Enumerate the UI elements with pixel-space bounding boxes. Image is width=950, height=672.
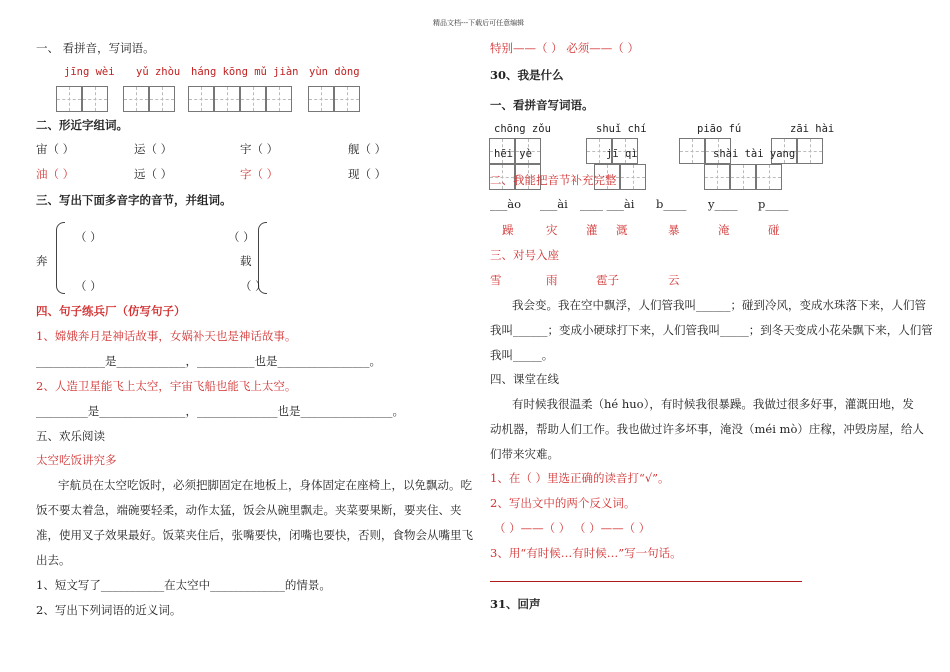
answer-rule[interactable] — [490, 581, 802, 582]
passage-line: 有时候我很温柔（hé huo），有时候我很暴躁。我做过很多好事，灌溉田地，发 — [512, 397, 914, 411]
word-item: 舰（ ） — [348, 142, 387, 156]
passage-line: 动机器，帮助人们工作。我也做过许多坏事，淹没（méi mò）庄稼，冲毁房屋，给人 — [490, 422, 924, 436]
reading-line: 出去。 — [36, 553, 71, 567]
sentence-answer-line[interactable]: _________是_______________，______________也是________________。 — [36, 404, 404, 418]
polyphone-char-1: 奔 — [36, 254, 48, 268]
left-section-3-title: 三、写出下面多音字的音节，并组词。 — [36, 193, 232, 207]
blank[interactable]: （ ） — [75, 279, 102, 293]
writing-box[interactable] — [679, 138, 705, 164]
sentence-question: 1、嫦娥奔月是神话故事，女娲补天也是神话故事。 — [36, 329, 297, 343]
blank[interactable]: （ ） — [75, 230, 102, 244]
sentence-answer-line[interactable]: ____________是____________，__________也是________________。 — [36, 354, 381, 368]
hanzi-item: 溉 — [616, 223, 628, 237]
word-item: 宙（ ） — [36, 142, 75, 156]
hanzi-item: 淹 — [718, 223, 730, 237]
passage-line: 我叫_____。 — [490, 348, 554, 362]
pinyin-4: yùn dòng — [309, 66, 360, 78]
word-choice: 雹子 — [596, 273, 619, 287]
reading-line: 饭不要太着急，端碗要轻柔，动作太猛，饭会从碗里飘走。夹菜要果断，要夹住、夹 — [36, 503, 462, 517]
writing-box[interactable] — [704, 164, 730, 190]
pinyin-item: jī qì — [606, 148, 638, 160]
passage-line: 我叫______；变成小硬球打下来，人们管我叫_____；到冬天变成小花朵飘下来，人们管 — [490, 323, 933, 337]
left-section-5-title: 五、欢乐阅读 — [36, 429, 105, 443]
writing-box[interactable] — [214, 86, 240, 112]
writing-box[interactable] — [756, 164, 782, 190]
left-section-1-title: 一、 看拼音，写词语。 — [36, 41, 155, 55]
syllable-blank[interactable]: ____ ___ài — [580, 197, 635, 211]
syllable-blank[interactable]: p____ — [758, 197, 789, 211]
right-section-3-title: 三、对号入座 — [490, 248, 559, 262]
word-item: 油（ ） — [36, 167, 75, 181]
passage-line: 我会变。我在空中飘浮，人们管我叫______；碰到冷风，变成水珠落下来，人们管 — [512, 298, 926, 312]
word-item: 宇（ ） — [240, 142, 279, 156]
pinyin-item: piāo fú — [697, 123, 742, 135]
question: 1、在（ ）里选正确的读音打“√”。 — [490, 471, 670, 485]
word-item: 远（ ） — [134, 167, 173, 181]
writing-box[interactable] — [149, 86, 175, 112]
writing-box[interactable] — [56, 86, 82, 112]
writing-box[interactable] — [240, 86, 266, 112]
lesson-31-title: 31、回声 — [490, 597, 541, 611]
lesson-30-title: 30、我是什么 — [490, 68, 564, 82]
page-header: 精品文档---下载后可任意编辑 — [433, 19, 525, 27]
antonym-line[interactable]: （ ）——（ ） （ ）——（ ） — [494, 521, 651, 535]
syllable-blank[interactable]: y____ — [708, 197, 738, 211]
pinyin-item: zāi hài — [790, 123, 835, 135]
writing-box[interactable] — [730, 164, 756, 190]
reading-question: 1、短文写了___________在太空中_____________的情景。 — [36, 578, 331, 592]
writing-box[interactable] — [188, 86, 214, 112]
writing-box[interactable] — [266, 86, 292, 112]
blank[interactable]: （ ） — [240, 279, 267, 293]
hanzi-item: 灌 — [586, 223, 598, 237]
hanzi-item: 暴 — [668, 223, 680, 237]
left-section-4-title: 四、句子练兵厂（仿写句子） — [36, 304, 186, 318]
pinyin-item: hēi yè — [494, 148, 532, 160]
blank[interactable]: （ ） — [228, 230, 255, 244]
writing-box[interactable] — [620, 164, 646, 190]
writing-box[interactable] — [308, 86, 334, 112]
polyphone-char-2: 载 — [240, 254, 252, 268]
writing-box[interactable] — [82, 86, 108, 112]
right-section-2-title: 二、我能把音节补充完整 — [490, 173, 617, 187]
word-choice: 雪 — [490, 273, 502, 287]
sentence-question: 2、人造卫星能飞上太空，宇宙飞船也能飞上太空。 — [36, 379, 297, 393]
word-choice: 雨 — [546, 273, 558, 287]
word-item: 运（ ） — [134, 142, 173, 156]
left-brace — [56, 222, 65, 294]
left-section-2-title: 二、形近字组词。 — [36, 118, 128, 132]
word-item: 现（ ） — [348, 167, 387, 181]
reading-question: 2、写出下列词语的近义词。 — [36, 603, 182, 617]
reading-line: 准，使用叉子效果最好。饭菜夹住后，张嘴要快，闭嘴也要快，否则，食物会从嘴里飞 — [36, 528, 473, 542]
reading-line: 宇航员在太空吃饭时，必须把脚固定在地板上，身体固定在座椅上，以免飘动。吃 — [58, 478, 472, 492]
word-item: 字（ ） — [240, 167, 279, 181]
question: 2、写出文中的两个反义词。 — [490, 496, 636, 510]
right-section-1-title: 一、看拼音写词语。 — [490, 98, 594, 112]
pinyin-item: shuǐ chí — [596, 123, 647, 135]
pinyin-2: yǔ zhòu — [136, 66, 181, 78]
pinyin-item: shài tài yang — [713, 148, 796, 160]
syllable-blank[interactable]: ___ài — [540, 197, 568, 211]
writing-box[interactable] — [123, 86, 149, 112]
pinyin-1: jīng wèi — [64, 66, 115, 78]
pinyin-item: chōng zǒu — [494, 123, 551, 135]
hanzi-item: 灾 — [546, 223, 558, 237]
reading-title: 太空吃饭讲究多 — [36, 453, 117, 467]
syllable-blank[interactable]: b____ — [656, 197, 687, 211]
syllable-blank[interactable]: ___ào — [490, 197, 522, 211]
synonym-line: 特别——（ ） 必须——（ ） — [490, 41, 639, 55]
right-section-4-title: 四、课堂在线 — [490, 372, 559, 386]
hanzi-item: 碰 — [768, 223, 780, 237]
question: 3、用“有时候…有时候…”写一句话。 — [490, 546, 682, 560]
pinyin-3: háng kōng mǔ jiàn — [191, 66, 299, 78]
passage-line: 们带来灾难。 — [490, 447, 559, 461]
word-choice: 云 — [668, 273, 680, 287]
writing-box[interactable] — [334, 86, 360, 112]
writing-box[interactable] — [797, 138, 823, 164]
hanzi-item: 躁 — [502, 223, 514, 237]
